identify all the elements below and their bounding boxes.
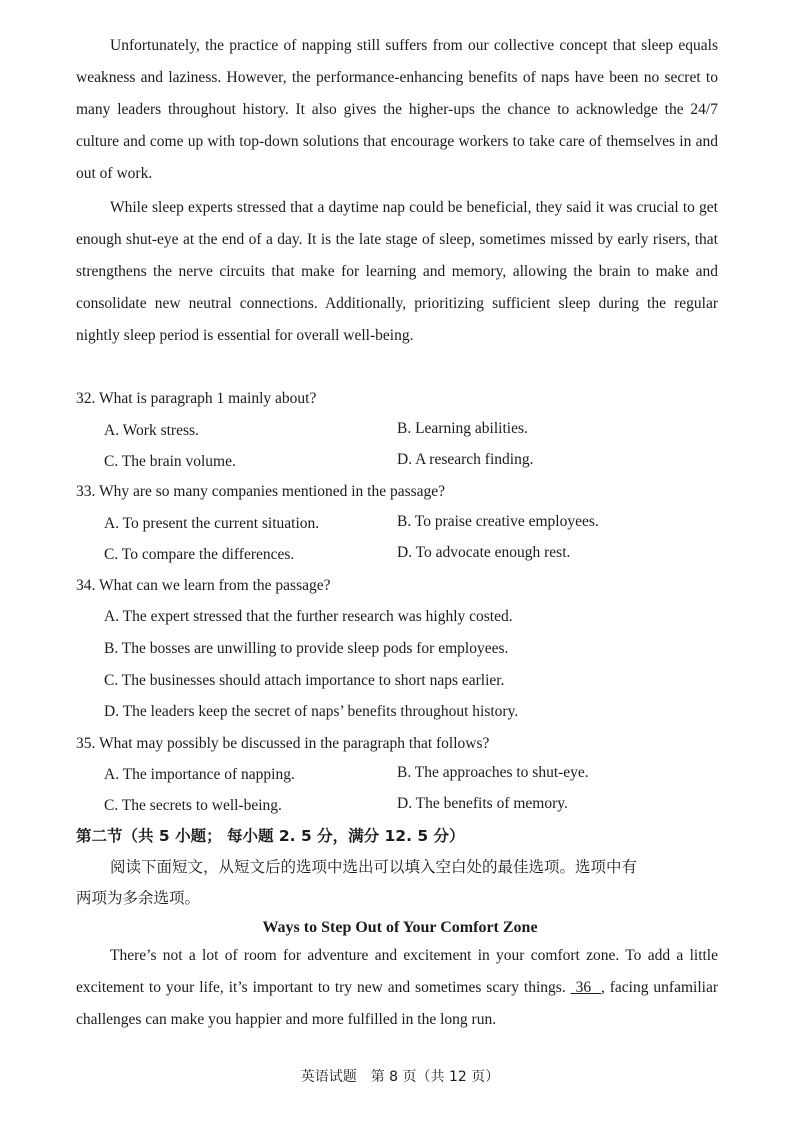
passage-paragraph-1: Unfortunately, the practice of napping still suffers from our collective concept that sleep equals weakness and laziness. However, the performance-enhancing benefits of naps have been no secret to many leaders throughout history. It also gives the higher-ups the chance to acknowledge the 24/7 culture and come up with top-down solutions that encourage workers to take care of themselves in and out of work. <box>76 37 718 182</box>
question-33-option-b: B. To praise creative employees. <box>397 513 599 530</box>
blank-36: 36 <box>575 979 592 996</box>
question-35-option-a: A. The importance of napping. <box>104 766 295 783</box>
question-34-option-a: A. The expert stressed that the further research was highly costed. <box>104 608 513 625</box>
question-35-stem: 35. What may possibly be discussed in the paragraph that follows? <box>76 735 490 752</box>
section-2-paragraph: There’s not a lot of room for adventure and excitement in your comfort zone. To add a little excitement to your life, it’s important to try new and sometimes scary things. 36 , facing unfamiliar challenges can make you happier and more fulfilled in the long run. <box>76 947 718 1028</box>
page-footer: 英语试题 第 8 页（共 12 页） <box>300 1069 500 1085</box>
section-2-instruction-line-1: 阅读下面短文，从短文后的选项中选出可以填入空白处的最佳选项。选项中有 <box>110 858 638 876</box>
question-33-stem: 33. Why are so many companies mentioned in the passage? <box>76 483 446 500</box>
passage-paragraph-2: While sleep experts stressed that a daytime nap could be beneficial, they said it was crucial to get enough shut-eye at the end of a day. It is the late stage of sleep, sometimes missed by early risers, that strengthens the nerve circuits that make for learning and memory, allowing the brain to make and consolidate new neutral connections. Additionally, prioritizing sufficient sleep during the regular nightly sleep period is essential for overall well-being. <box>76 199 718 344</box>
question-33-option-a: A. To present the current situation. <box>104 515 320 532</box>
section-2-heading: 第二节（共 5 小题； 每小题 2. 5 分，满分 12. 5 分） <box>76 827 465 845</box>
question-33-option-d: D. To advocate enough rest. <box>397 544 571 561</box>
question-34-stem: 34. What can we learn from the passage? <box>76 577 331 594</box>
question-33-option-c: C. To compare the differences. <box>104 546 295 563</box>
section-2-instruction-line-2: 两项为多余选项。 <box>76 889 201 907</box>
question-32-option-a: A. Work stress. <box>104 422 199 439</box>
question-32-option-d: D. A research finding. <box>397 451 534 468</box>
question-34-option-b: B. The bosses are unwilling to provide sleep pods for employees. <box>104 640 509 657</box>
passage-title: Ways to Step Out of Your Comfort Zone <box>262 919 538 936</box>
question-35-option-c: C. The secrets to well-being. <box>104 797 282 814</box>
question-32-option-c: C. The brain volume. <box>104 453 236 470</box>
question-32-option-b: B. Learning abilities. <box>397 420 528 437</box>
question-32-stem: 32. What is paragraph 1 mainly about? <box>76 390 317 407</box>
question-34-option-c: C. The businesses should attach importance to short naps earlier. <box>104 672 505 689</box>
question-34-option-d: D. The leaders keep the secret of naps’ benefits throughout history. <box>104 703 519 720</box>
question-35-option-b: B. The approaches to shut-eye. <box>397 764 589 781</box>
question-35-option-d: D. The benefits of memory. <box>397 795 568 812</box>
